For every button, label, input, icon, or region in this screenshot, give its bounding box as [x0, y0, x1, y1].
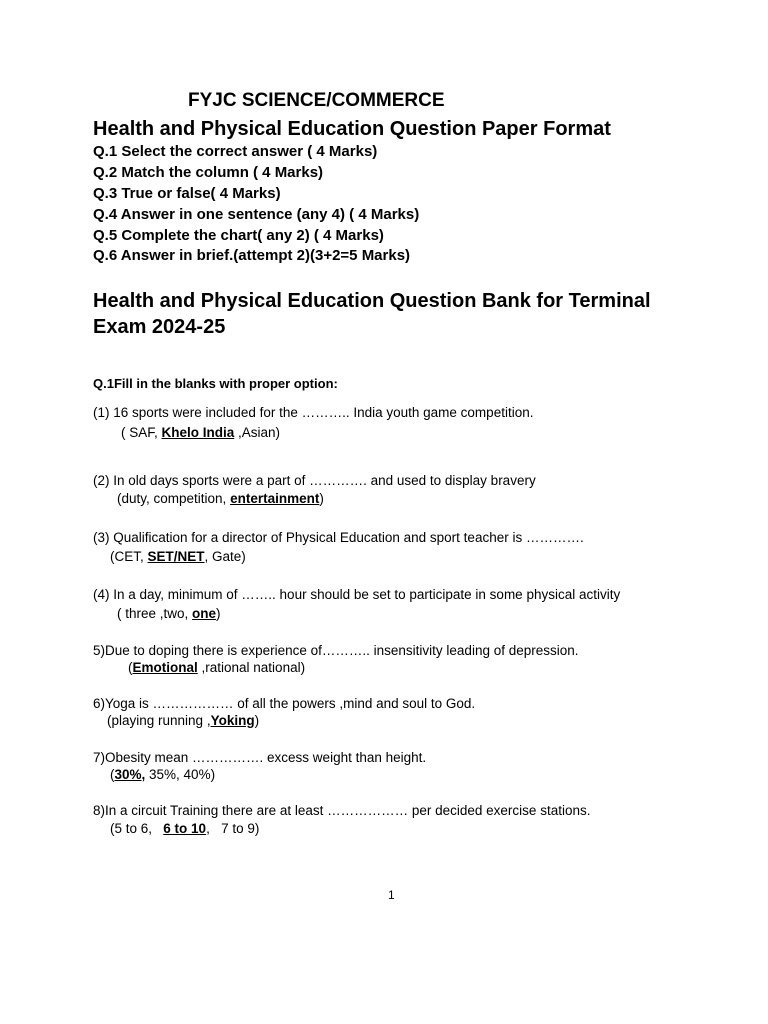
format-line-4: Q.4 Answer in one sentence (any 4) ( 4 Marks) — [93, 206, 420, 223]
format-line-6: Q.6 Answer in brief.(attempt 2)(3+2=5 Marks) — [93, 247, 411, 264]
question-5-options — [128, 658, 305, 677]
option-text: (5 to 6, — [110, 821, 164, 836]
question-1-text: (1) 16 sports were included for the ……….. India youth game competition. — [93, 405, 534, 420]
option-text: ( — [128, 660, 133, 675]
section-title: Q.1Fill in the blanks with proper option: — [93, 376, 338, 391]
page-number: 1 — [388, 888, 395, 902]
question-3-text: (3) Qualification for a director of Physical Education and sport teacher is …………. — [93, 530, 584, 545]
format-line-5: Q.5 Complete the chart( any 2) ( 4 Marks) — [93, 227, 384, 244]
correct-answer: Khelo India — [161, 425, 235, 440]
option-text: (CET, — [110, 549, 148, 564]
question-2-options — [117, 489, 324, 508]
option-text: ) — [319, 491, 324, 506]
question-6-options — [107, 711, 259, 730]
correct-answer: Emotional — [132, 660, 198, 675]
question-bank-title: Health and Physical Education Question Bank for Terminal Exam 2024-25 — [93, 290, 651, 338]
correct-answer: Yoking — [210, 713, 255, 728]
question-3-options — [110, 547, 246, 566]
option-text: ,rational national) — [197, 660, 306, 675]
option-text: ( SAF, — [121, 425, 162, 440]
question-8-options — [110, 819, 259, 838]
format-line-2: Q.2 Match the column ( 4 Marks) — [93, 164, 324, 181]
question-8-text: 8)In a circuit Training there are at least ……………… per decided exercise stations. — [93, 803, 591, 818]
question-5-text: 5)Due to doping there is experience of……….. insensitivity leading of depression. — [93, 643, 579, 658]
correct-answer: entertainment — [230, 491, 320, 506]
option-text: ) — [216, 606, 221, 621]
stream-heading: FYJC SCIENCE/COMMERCE — [188, 90, 445, 111]
question-4-text: (4) In a day, minimum of …….. hour should be set to participate in some physical activity — [93, 587, 621, 602]
question-7-text: 7)Obesity mean ……………. excess weight than height. — [93, 750, 427, 765]
option-text: 35%, 40%) — [145, 767, 216, 782]
paper-format-title: Health and Physical Education Question Paper Format — [93, 118, 611, 140]
question-7-options — [110, 765, 215, 784]
option-text: ,Asian) — [234, 425, 281, 440]
option-text: , 7 to 9) — [206, 821, 260, 836]
question-1-options — [121, 423, 280, 442]
option-text: ) — [254, 713, 260, 728]
correct-answer: one — [192, 606, 217, 621]
correct-answer: 6 to 10 — [163, 821, 207, 836]
question-6-text: 6)Yoga is ……………… of all the powers ,mind and soul to God. — [93, 696, 476, 711]
question-4-options — [117, 604, 221, 623]
question-2-text: (2) In old days sports were a part of …………. and used to display bravery — [93, 473, 536, 488]
option-text: ( — [110, 767, 115, 782]
option-text: ( three ,two, — [117, 606, 193, 621]
option-text: (duty, competition, — [117, 491, 231, 506]
correct-answer: SET/NET — [147, 549, 205, 564]
option-text: (playing running , — [107, 713, 211, 728]
correct-answer: 30%, — [114, 767, 146, 782]
format-line-1: Q.1 Select the correct answer ( 4 Marks) — [93, 143, 378, 160]
option-text: , Gate) — [204, 549, 246, 564]
format-line-3: Q.3 True or false( 4 Marks) — [93, 185, 281, 202]
